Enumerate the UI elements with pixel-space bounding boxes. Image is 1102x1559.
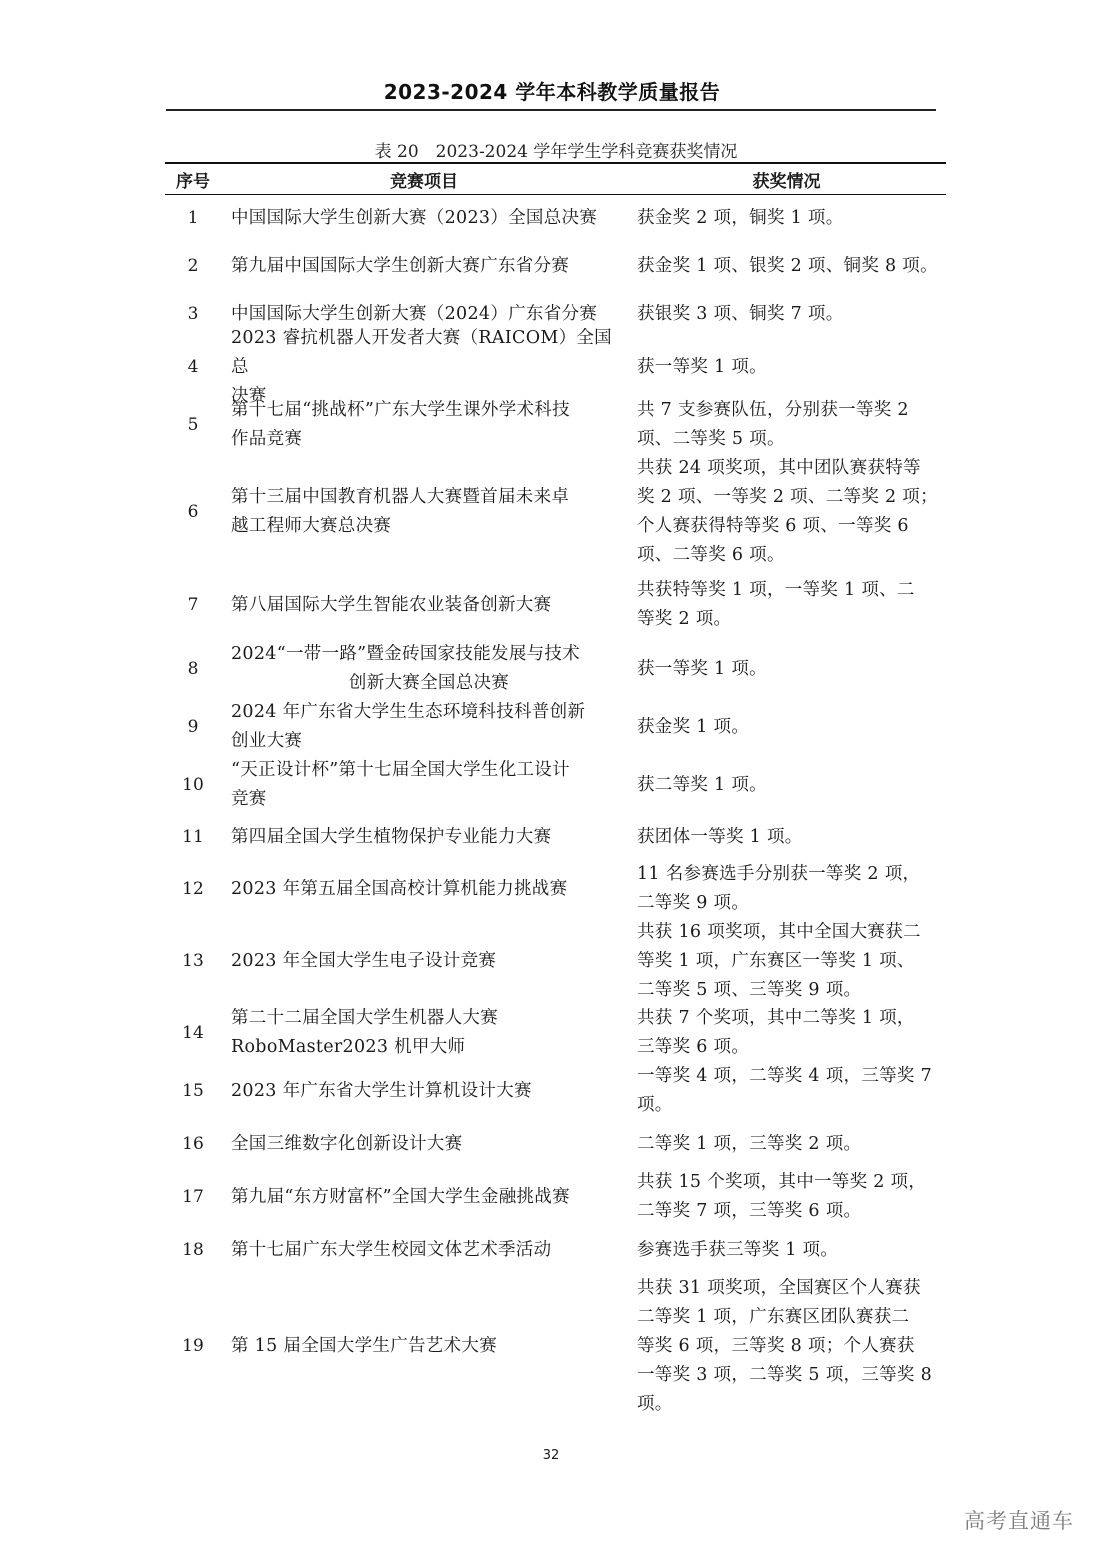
award-details-line: 获一等奖 1 项。 xyxy=(637,356,767,377)
competition-name xyxy=(221,698,627,756)
competition-name-line: 2024 年广东省大学生生态环境科技科普创新 xyxy=(231,702,586,722)
competition-name-line: 2024“一带一路”暨金砖国家技能发展与技术 xyxy=(231,644,581,664)
row-number: 15 xyxy=(182,1080,204,1101)
table-row xyxy=(165,698,946,756)
header-rule xyxy=(166,109,936,111)
award-details xyxy=(627,771,946,800)
row-number: 5 xyxy=(187,414,199,435)
competition-name-line: 第 15 届全国大学生广告艺术大赛 xyxy=(231,1335,497,1356)
table-row xyxy=(165,242,946,290)
row-number: 13 xyxy=(182,950,204,971)
award-details xyxy=(627,918,946,1005)
competition-name-line: 第十七届“挑战杯”广东大学生课外学术科技 xyxy=(231,400,570,420)
award-details-line: 共获 7 个奖项，其中二等奖 1 项， xyxy=(637,1008,915,1028)
award-details-line: 11 名参赛选手分别获一等奖 2 项， xyxy=(637,864,921,884)
table-row xyxy=(165,640,946,698)
competition-name xyxy=(221,640,627,698)
row-number: 8 xyxy=(187,658,199,679)
award-details xyxy=(627,1130,946,1159)
award-details-line: 一等奖 3 项，二等奖 5 项，三等奖 8 xyxy=(637,1364,933,1385)
competition-name xyxy=(221,1077,627,1106)
page-number: 32 xyxy=(542,1448,560,1463)
competition-name-line: 创新大赛全国总决赛 xyxy=(348,673,510,693)
row-number: 3 xyxy=(187,303,199,324)
table-row xyxy=(165,860,946,918)
row-number: 17 xyxy=(182,1186,204,1207)
table-row xyxy=(165,1168,946,1226)
competition-name-line: 第九届“东方财富杯”全国大学生金融挑战赛 xyxy=(231,1186,570,1207)
award-details-line: 一等奖 4 项，二等奖 4 项，三等奖 7 xyxy=(637,1066,933,1086)
award-details xyxy=(627,1168,946,1226)
award-details-line: 共获 24 项奖项，其中团队赛获特等 xyxy=(637,458,921,478)
table-row xyxy=(165,1120,946,1168)
row-number: 7 xyxy=(187,594,199,615)
competition-name xyxy=(221,756,627,814)
award-details-line: 参赛选手获三等奖 1 项。 xyxy=(637,1239,839,1260)
row-number: 18 xyxy=(182,1239,204,1260)
competition-name-line: 2023 年广东省大学生计算机设计大赛 xyxy=(231,1080,532,1101)
row-number: 2 xyxy=(187,255,199,276)
column-header-number: 序号 xyxy=(176,171,210,192)
competition-name-line: 第二十二届全国大学生机器人大赛 xyxy=(231,1008,498,1028)
award-details-line: 等奖 6 项，三等奖 8 项；个人赛获 xyxy=(637,1335,915,1356)
table-row xyxy=(165,454,946,570)
award-details-line: 项、二等奖 5 项。 xyxy=(637,429,785,449)
award-details-line: 二等奖 1 项，三等奖 2 项。 xyxy=(637,1133,862,1154)
competition-name-line: 作品竞赛 xyxy=(231,429,303,449)
competition-name-line: RoboMaster2023 机甲大师 xyxy=(231,1037,466,1057)
award-details-line: 二等奖 1 项，广东赛区团队赛获二 xyxy=(637,1306,910,1327)
table-row xyxy=(165,570,946,640)
row-number: 19 xyxy=(182,1335,204,1356)
column-header-competition: 竞赛项目 xyxy=(390,171,458,192)
award-details-line: 项。 xyxy=(637,1095,673,1115)
competition-name xyxy=(221,591,627,620)
award-details-line: 二等奖 9 项。 xyxy=(637,893,750,913)
table-row xyxy=(165,1274,946,1418)
award-details-line: 共获特等奖 1 项，一等奖 1 项、二 xyxy=(637,580,915,600)
table-row xyxy=(165,396,946,454)
competition-name-line: 创业大赛 xyxy=(231,731,303,751)
table-row xyxy=(165,1004,946,1062)
row-number: 1 xyxy=(187,208,199,228)
competition-name xyxy=(221,483,627,541)
award-details xyxy=(627,353,946,382)
competition-name xyxy=(221,823,627,852)
award-details-line: 获金奖 1 项。 xyxy=(637,716,750,737)
awards-table xyxy=(165,162,946,1418)
row-number: 11 xyxy=(182,826,204,847)
table-header xyxy=(165,164,946,195)
row-number: 4 xyxy=(187,356,199,377)
competition-name xyxy=(221,1332,627,1361)
competition-name-line: 2023 睿抗机器人开发者大赛（RAICOM）全国总 xyxy=(231,327,612,377)
competition-name-line: 竞赛 xyxy=(231,789,267,809)
row-number: 12 xyxy=(182,878,204,899)
award-details-line: 项。 xyxy=(637,1393,673,1414)
award-details-line: 获团体一等奖 1 项。 xyxy=(637,826,803,847)
row-number: 16 xyxy=(182,1133,204,1154)
competition-name-line: 2023 年第五届全国高校计算机能力挑战赛 xyxy=(231,878,568,899)
award-details-line: 等奖 1 项，广东赛区一等奖 1 项、 xyxy=(637,950,915,971)
award-details xyxy=(627,204,946,233)
competition-name-line: 第八届国际大学生智能农业装备创新大赛 xyxy=(231,594,552,615)
award-details-line: 获一等奖 1 项。 xyxy=(637,658,767,679)
award-details-line: 项、二等奖 6 项。 xyxy=(637,545,785,565)
competition-name xyxy=(221,1130,627,1159)
award-details xyxy=(627,454,946,570)
competition-name-line: 2023 年全国大学生电子设计竞赛 xyxy=(231,950,497,971)
award-details xyxy=(627,252,946,281)
award-details-line: 获二等奖 1 项。 xyxy=(637,774,767,795)
competition-name xyxy=(221,1183,627,1212)
table-row xyxy=(165,918,946,1004)
award-details-line: 共获 16 项奖项，其中全国大赛获二 xyxy=(637,921,921,942)
competition-name-line: 中国国际大学生创新大赛（2024）广东省分赛 xyxy=(231,303,598,324)
competition-name-line: 中国国际大学生创新大赛（2023）全国总决赛 xyxy=(231,208,598,228)
competition-name xyxy=(221,1236,627,1265)
award-details-line: 共获 31 项奖项，全国赛区个人赛获 xyxy=(637,1277,921,1298)
table-row xyxy=(165,327,946,406)
award-details xyxy=(627,823,946,852)
award-details xyxy=(627,655,946,684)
award-details xyxy=(627,1236,946,1265)
award-details xyxy=(627,396,946,454)
award-details-line: 等奖 2 项。 xyxy=(637,609,732,629)
competition-name xyxy=(221,252,627,281)
award-details xyxy=(627,1062,946,1120)
row-number: 9 xyxy=(187,716,199,737)
award-details xyxy=(627,1004,946,1062)
row-number: 10 xyxy=(182,774,204,795)
award-details xyxy=(627,1274,946,1419)
award-details-line: 二等奖 5 项、三等奖 9 项。 xyxy=(637,979,862,1000)
award-details-line: 获金奖 1 项、银奖 2 项、铜奖 8 项。 xyxy=(637,255,938,276)
competition-name xyxy=(221,875,627,904)
table-row xyxy=(165,1226,946,1274)
table-caption: 表 20 2023-2024 学年学生学科竞赛获奖情况 xyxy=(374,142,738,162)
competition-name-line: 全国三维数字化创新设计大赛 xyxy=(231,1133,463,1154)
competition-name xyxy=(221,947,627,976)
award-details xyxy=(627,713,946,742)
competition-name-line: 第十三届中国教育机器人大赛暨首届未来卓 xyxy=(231,487,570,507)
row-number: 6 xyxy=(187,501,199,522)
award-details xyxy=(627,860,946,918)
table-row xyxy=(165,1062,946,1120)
competition-name-line: 第四届全国大学生植物保护专业能力大赛 xyxy=(231,826,552,847)
watermark: 高考直通车 xyxy=(964,1509,1074,1533)
competition-name xyxy=(221,1004,627,1062)
competition-name-line: “天正设计杯”第十七届全国大学生化工设计 xyxy=(231,760,570,780)
table-row xyxy=(165,814,946,860)
award-details-line: 共 7 支参赛队伍，分别获一等奖 2 xyxy=(637,400,909,420)
table-row xyxy=(165,195,946,242)
column-header-awards: 获奖情况 xyxy=(752,171,821,192)
competition-name-line: 决赛 xyxy=(231,385,267,406)
competition-name-line: 越工程师大赛总决赛 xyxy=(231,516,392,536)
row-number: 14 xyxy=(182,1022,204,1043)
award-details-line: 获银奖 3 项、铜奖 7 项。 xyxy=(637,303,844,324)
award-details-line: 二等奖 7 项，三等奖 6 项。 xyxy=(637,1201,862,1221)
award-details-line: 获金奖 2 项，铜奖 1 项。 xyxy=(637,208,844,228)
award-details-line: 奖 2 项、一等奖 2 项、二等奖 2 项； xyxy=(637,487,938,507)
competition-name xyxy=(221,204,627,233)
award-details-line: 三等奖 6 项。 xyxy=(637,1037,750,1057)
table-row xyxy=(165,756,946,814)
award-details xyxy=(627,576,946,634)
competition-name-line: 第九届中国国际大学生创新大赛广东省分赛 xyxy=(231,255,570,276)
competition-name-line: 第十七届广东大学生校园文体艺术季活动 xyxy=(231,1239,552,1260)
award-details xyxy=(627,300,946,329)
award-details-line: 共获 15 个奖项，其中一等奖 2 项， xyxy=(637,1172,927,1192)
award-details-line: 个人赛获得特等奖 6 项、一等奖 6 xyxy=(637,516,909,536)
competition-name xyxy=(221,396,627,454)
report-title: 2023-2024 学年本科教学质量报告 xyxy=(383,80,721,104)
table-body xyxy=(165,195,946,1418)
